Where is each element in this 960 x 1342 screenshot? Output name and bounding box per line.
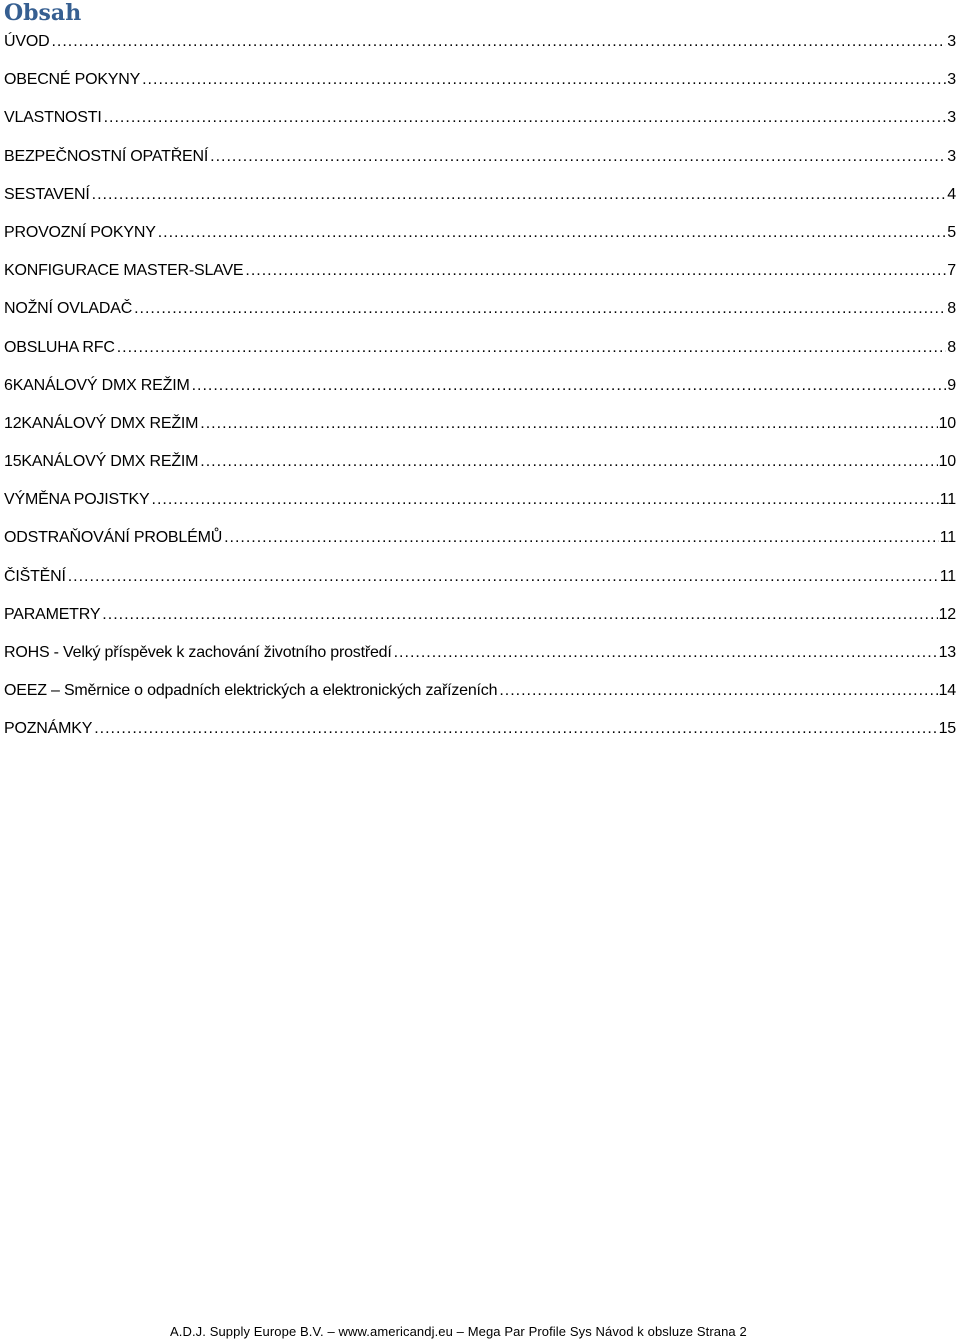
toc-dot-leader <box>68 564 939 590</box>
toc-entry-page: 3 <box>947 109 956 127</box>
toc-entry-page: 12 <box>938 605 956 623</box>
toc-dot-leader <box>117 335 947 361</box>
toc-entry-odstranovani-problemu[interactable] <box>4 525 960 563</box>
toc-entry-title: PROVOZNÍ POKYNY <box>4 223 156 241</box>
toc-dot-leader <box>245 258 946 284</box>
toc-entry-title: POZNÁMKY <box>4 720 93 738</box>
toc-entry-konfigurace-master-slave[interactable] <box>4 258 960 296</box>
toc-entry-title: 12KANÁLOVÝ DMX REŽIM <box>4 414 199 432</box>
toc-entry-title: 6KANÁLOVÝ DMX REŽIM <box>4 376 190 394</box>
toc-dot-leader <box>192 373 947 399</box>
toc-dot-leader <box>102 602 937 628</box>
toc-entry-title: OEEZ – Směrnice o odpadních elektrických a elektronických zařízeních <box>4 682 498 700</box>
toc-entry-rohs[interactable] <box>4 640 960 678</box>
toc-entry-uvod[interactable] <box>4 29 960 67</box>
toc-dot-leader <box>94 716 937 742</box>
toc-entry-title: NOŽNÍ OVLADAČ <box>4 300 133 318</box>
toc-entry-obecne-pokyny[interactable] <box>4 67 960 105</box>
toc-entry-bezpecnostni-opatreni[interactable] <box>4 144 960 182</box>
toc-dot-leader <box>200 411 937 437</box>
page-footer: A.D.J. Supply Europe B.V. – www.americandj.eu – Mega Par Profile Sys Návod k obsluze Strana 2 <box>170 1324 747 1339</box>
toc-entry-sestaveni[interactable] <box>4 182 960 220</box>
toc-dot-leader <box>152 487 939 513</box>
toc-entry-page: 15 <box>938 720 956 738</box>
toc-dot-leader <box>499 678 937 704</box>
page-title: Obsah <box>4 0 82 26</box>
toc-dot-leader <box>142 67 946 93</box>
toc-entry-oeez[interactable] <box>4 678 960 716</box>
toc-dot-leader <box>51 29 946 55</box>
toc-entry-title: OBECNÉ POKYNY <box>4 71 141 89</box>
toc-entry-page: 9 <box>947 376 956 394</box>
table-of-contents <box>4 29 960 755</box>
toc-entry-vlastnosti[interactable] <box>4 105 960 143</box>
toc-entry-page: 13 <box>938 644 956 661</box>
toc-entry-page: 10 <box>938 414 956 432</box>
toc-entry-title: VLASTNOSTI <box>4 109 102 127</box>
toc-entry-title: ČIŠTĚNÍ <box>4 567 66 585</box>
toc-entry-provozni-pokyny[interactable] <box>4 220 960 258</box>
toc-dot-leader <box>92 182 947 208</box>
toc-dot-leader <box>158 220 947 246</box>
toc-entry-title: VÝMĚNA POJISTKY <box>4 491 150 509</box>
toc-dot-leader <box>210 144 946 170</box>
toc-entry-page: 8 <box>947 300 956 318</box>
toc-entry-6kanalovy-dmx[interactable] <box>4 373 960 411</box>
toc-entry-obsluha-rfc[interactable] <box>4 335 960 373</box>
toc-entry-vymena-pojistky[interactable] <box>4 487 960 525</box>
toc-entry-page: 14 <box>938 682 956 700</box>
toc-entry-title: 15KANÁLOVÝ DMX REŽIM <box>4 453 199 471</box>
toc-entry-page: 8 <box>947 338 956 356</box>
toc-entry-page: 11 <box>939 567 956 585</box>
toc-entry-title: ROHS - Velký příspěvek k zachování životního prostředí <box>4 644 392 661</box>
toc-entry-title: SESTAVENÍ <box>4 185 90 203</box>
toc-entry-15kanalovy-dmx[interactable] <box>4 449 960 487</box>
toc-dot-leader <box>394 640 938 666</box>
toc-entry-title: PARAMETRY <box>4 605 101 623</box>
toc-entry-title: ODSTRAŇOVÁNÍ PROBLÉMŮ <box>4 529 223 547</box>
toc-entry-title: KONFIGURACE MASTER-SLAVE <box>4 262 244 280</box>
toc-dot-leader <box>200 449 937 475</box>
toc-entry-12kanalovy-dmx[interactable] <box>4 411 960 449</box>
toc-entry-page: 3 <box>947 71 956 89</box>
toc-entry-title: BEZPEČNOSTNÍ OPATŘENÍ <box>4 147 209 165</box>
toc-entry-title: OBSLUHA RFC <box>4 338 115 356</box>
toc-entry-cisteni[interactable] <box>4 564 960 602</box>
toc-entry-page: 10 <box>938 453 956 471</box>
toc-entry-page: 11 <box>939 529 956 547</box>
toc-dot-leader <box>224 525 939 551</box>
toc-entry-page: 3 <box>947 33 956 50</box>
toc-dot-leader <box>104 105 947 131</box>
toc-entry-nozni-ovladac[interactable] <box>4 296 960 334</box>
toc-entry-page: 7 <box>947 262 956 280</box>
toc-entry-page: 5 <box>947 223 956 241</box>
toc-entry-page: 3 <box>947 147 956 165</box>
toc-dot-leader <box>134 296 946 322</box>
toc-entry-page: 11 <box>939 491 956 509</box>
toc-entry-poznamky[interactable] <box>4 716 960 754</box>
toc-entry-page: 4 <box>947 185 956 203</box>
toc-entry-title: ÚVOD <box>4 33 50 50</box>
toc-entry-parametry[interactable] <box>4 602 960 640</box>
